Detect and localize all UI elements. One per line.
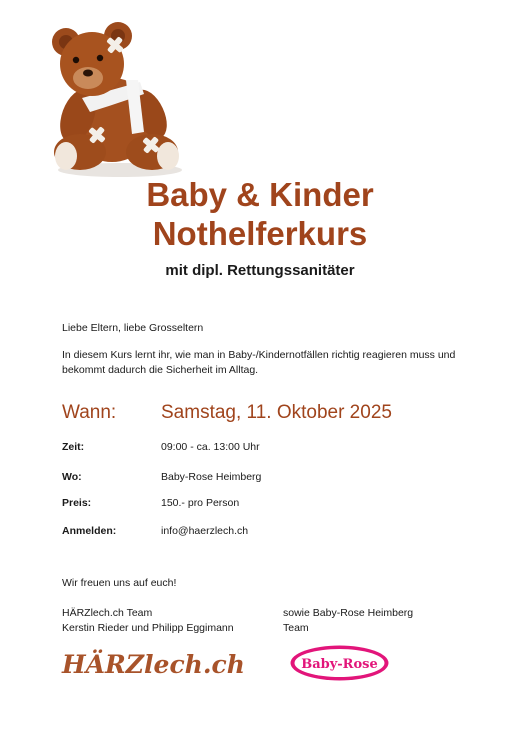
page-title-line-1: Baby & Kinder [146, 176, 374, 213]
greeting-text: Liebe Eltern, liebe Grosseltern [62, 322, 204, 334]
when-label: Wann: [62, 402, 117, 423]
subtitle: mit dipl. Rettungssanitäter [165, 262, 355, 279]
detail-value: 09:00 - ca. 13:00 Uhr [161, 441, 260, 453]
babyrose-logo [289, 644, 390, 682]
detail-value: 150.- pro Person [161, 497, 240, 509]
detail-label: Preis: [62, 497, 92, 509]
detail-value: Baby-Rose Heimberg [161, 471, 262, 483]
signature-left-line-1: HÄRZlech.ch Team [62, 607, 153, 619]
page-title-line-2: Nothelferkurs [152, 215, 368, 252]
signature-right-line-2: Team [283, 622, 309, 634]
closing-text: Wir freuen uns auf euch! [62, 577, 177, 589]
teddy-bear-illustration [40, 20, 190, 180]
babyrose-logo-text: Baby-Rose [301, 657, 378, 672]
when-date: Samstag, 11. Oktober 2025 [161, 402, 392, 423]
signature-right-line-1: sowie Baby-Rose Heimberg [283, 607, 414, 619]
register-email: info@haerzlech.ch [161, 525, 249, 537]
haerzlech-logo-text: HÄRZlech.ch [62, 650, 245, 679]
detail-label: Zeit: [62, 441, 85, 453]
detail-label: Wo: [62, 471, 82, 483]
haerzlech-logo [60, 643, 245, 683]
intro-paragraph: In diesem Kurs lernt ihr, wie man in Baby-/Kindernotfällen richtig reagieren muss und bekommt dadurch die Sicherheit im Alltag. [62, 349, 456, 376]
detail-label: Anmelden: [62, 525, 117, 537]
signature-right [283, 606, 413, 636]
signature-left [62, 606, 234, 636]
signature-left-line-2: Kerstin Rieder und Philipp Eggimann [62, 622, 234, 634]
